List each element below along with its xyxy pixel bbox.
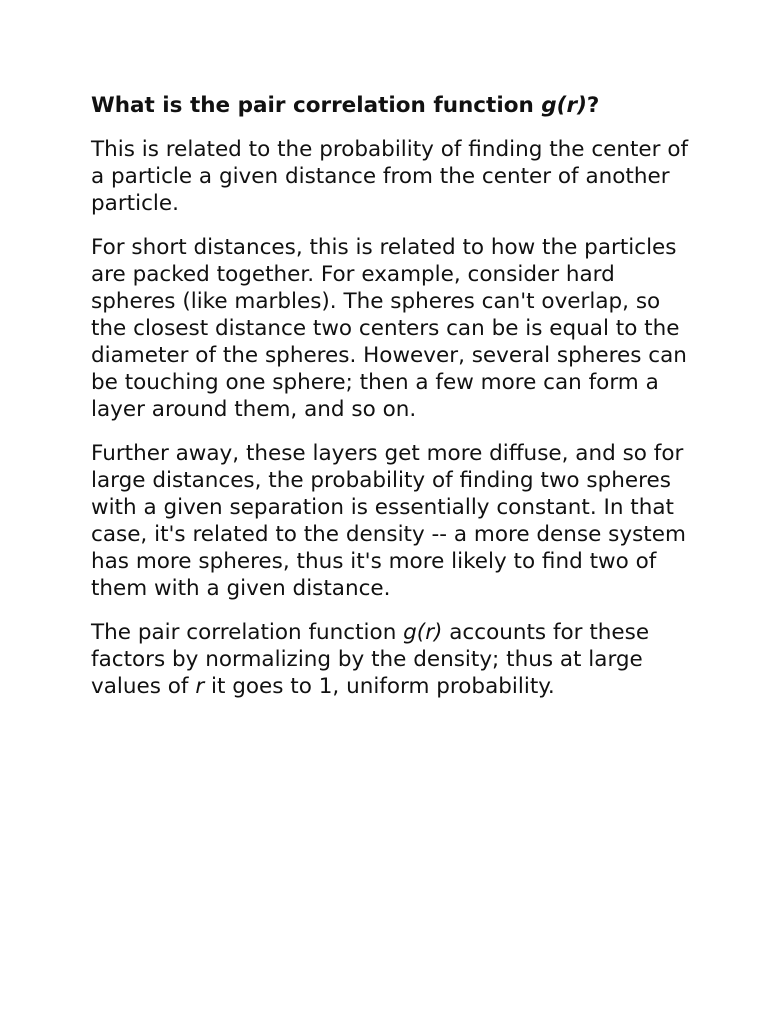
paragraph-long-distances: Further away, these layers get more diffuse, and so for large distances, the probability of finding two spheres with a given separation is essentially constant. In that case, it's related to the density -- a more dense system has more spheres, thus it's more likely to find two of them with a given distance. — [91, 441, 686, 601]
heading-symbol: g(r) — [541, 93, 587, 118]
heading-question-mark: ? — [586, 93, 600, 118]
document-heading — [91, 92, 691, 119]
paragraph-normalization-symbol-g: g(r) — [403, 620, 443, 645]
paragraph-normalization — [91, 619, 691, 700]
paragraph-normalization-text-2: accounts for these factors by normalizing by the density; thus at large values of — [91, 620, 650, 699]
paragraph-definition: This is related to the probability of finding the center of a particle a given distance from the center of another particle. — [91, 137, 689, 216]
document-page — [91, 92, 691, 717]
paragraph-normalization-text-3: it goes to 1, uniform probability. — [204, 674, 555, 699]
paragraph-normalization-symbol-r: r — [195, 674, 205, 699]
heading-text: What is the pair correlation function — [91, 93, 542, 118]
paragraph-short-distances: For short distances, this is related to how the particles are packed together. For example, consider hard spheres (like marbles). The spheres can't overlap, so the closest distance two centers can be is equal to the diameter of the spheres. However, several spheres can be touching one sphere; then a few more can form a layer around them, and so on. — [91, 235, 687, 422]
paragraph-normalization-text-1: The pair correlation function — [91, 620, 404, 645]
